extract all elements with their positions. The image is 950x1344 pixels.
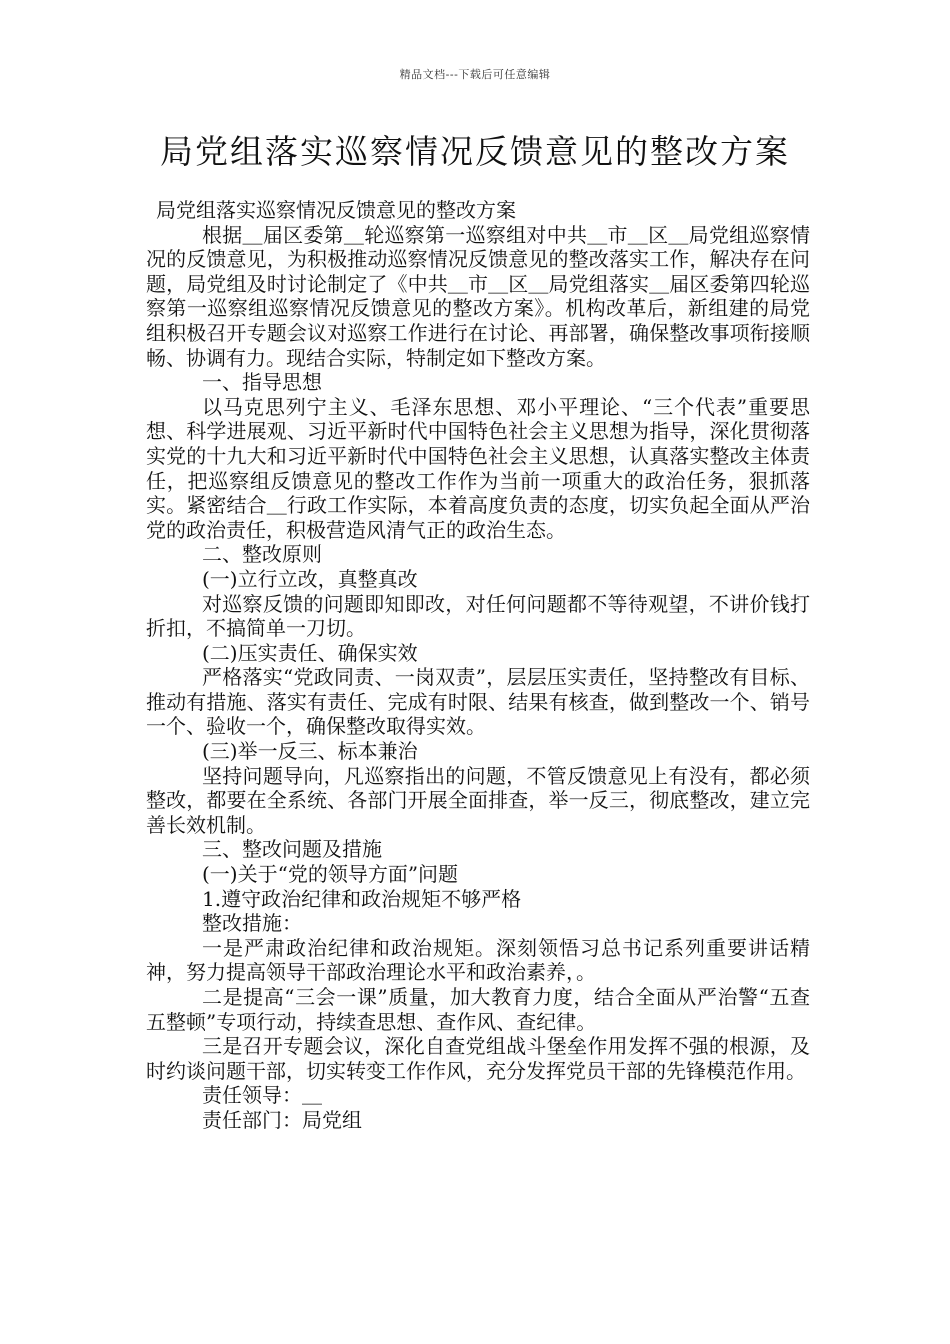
paragraph: 一、指导思想 bbox=[202, 370, 322, 395]
paragraph: 坚持问题导向，凡巡察指出的问题，不管反馈意见上有没有，都必须整改，都要在全系统、各部门开展全面排查，举一反三，彻底整改，建立完善长效机制。 bbox=[146, 763, 810, 837]
paragraph: (一)关于“党的领导方面”问题 bbox=[202, 862, 459, 887]
paragraph: 三、整改问题及措施 bbox=[202, 837, 382, 862]
paragraph: 一是严肃政治纪律和政治规矩。深刻领悟习总书记系列重要讲话精神，努力提高领导干部政治理论水平和政治素养，。 bbox=[146, 935, 810, 985]
paragraph: 根据＿届区委第＿轮巡察第一巡察组对中共＿市＿区＿局党组巡察情况的反馈意见，为积极推动巡察情况反馈意见的整改落实工作，解决存在问题，局党组及时讨论制定了《中共＿市＿区＿局党组落实＿届区委第四轮巡察第一巡察组巡察情况反馈意见的整改方案》。机构改革后，新组建的局党组积极召开专题会议对巡察工作进行在讨论、再部署，确保整改事项衔接顺畅、协调有力。现结合实际，特制定如下整改方案。 bbox=[146, 222, 810, 370]
paragraph: 以马克思列宁主义、毛泽东思想、邓小平理论、“三个代表”重要思想、科学进展观、习近平新时代中国特色社会主义思想为指导，深化贯彻落实党的十九大和习近平新时代中国特色社会主义思想，认真落实整改主体责任，把巡察组反馈意见的整改工作作为当前一项重大的政治任务，狠抓落实。紧密结合＿行政工作实际，本着高度负责的态度，切实负起全面从严治党的政治责任，积极营造风清气正的政治生态。 bbox=[146, 394, 810, 542]
paragraph: 责任领导：＿ bbox=[202, 1083, 322, 1108]
document-body bbox=[146, 198, 810, 1133]
paragraph: 对巡察反馈的问题即知即改，对任何问题都不等待观望，不讲价钱打折扣，不搞简单一刀切。 bbox=[146, 591, 810, 641]
paragraph: 二是提高“三会一课”质量，加大教育力度，结合全面从严治警“五查五整顿”专项行动，持续查思想、查作风、查纪律。 bbox=[146, 985, 810, 1034]
paragraph: 整改措施： bbox=[202, 911, 302, 936]
paragraph: 1.遵守政治纪律和政治规矩不够严格 bbox=[202, 886, 522, 911]
header-note: 精品文档---下载后可任意编辑 bbox=[399, 68, 551, 81]
paragraph: 局党组落实巡察情况反馈意见的整改方案 bbox=[156, 198, 516, 222]
paragraph: 严格落实“党政同责、一岗双责”，层层压实责任，坚持整改有目标、推动有措施、落实有责任、完成有时限、结果有核查，做到整改一个、销号一个、验收一个，确保整改取得实效。 bbox=[146, 665, 810, 739]
paragraph: 责任部门：局党组 bbox=[202, 1107, 362, 1132]
paragraph: (一)立行立改，真整真改 bbox=[202, 566, 418, 591]
paragraph: (二)压实责任、确保实效 bbox=[202, 640, 418, 665]
page-title: 局党组落实巡察情况反馈意见的整改方案 bbox=[160, 132, 790, 171]
paragraph: 二、整改原则 bbox=[202, 542, 322, 567]
paragraph: (三)举一反三、标本兼治 bbox=[202, 739, 418, 764]
paragraph: 三是召开专题会议，深化自查党组战斗堡垒作用发挥不强的根源，及时约谈问题干部，切实转变工作作风，充分发挥党员干部的先锋模范作用。 bbox=[146, 1034, 810, 1083]
